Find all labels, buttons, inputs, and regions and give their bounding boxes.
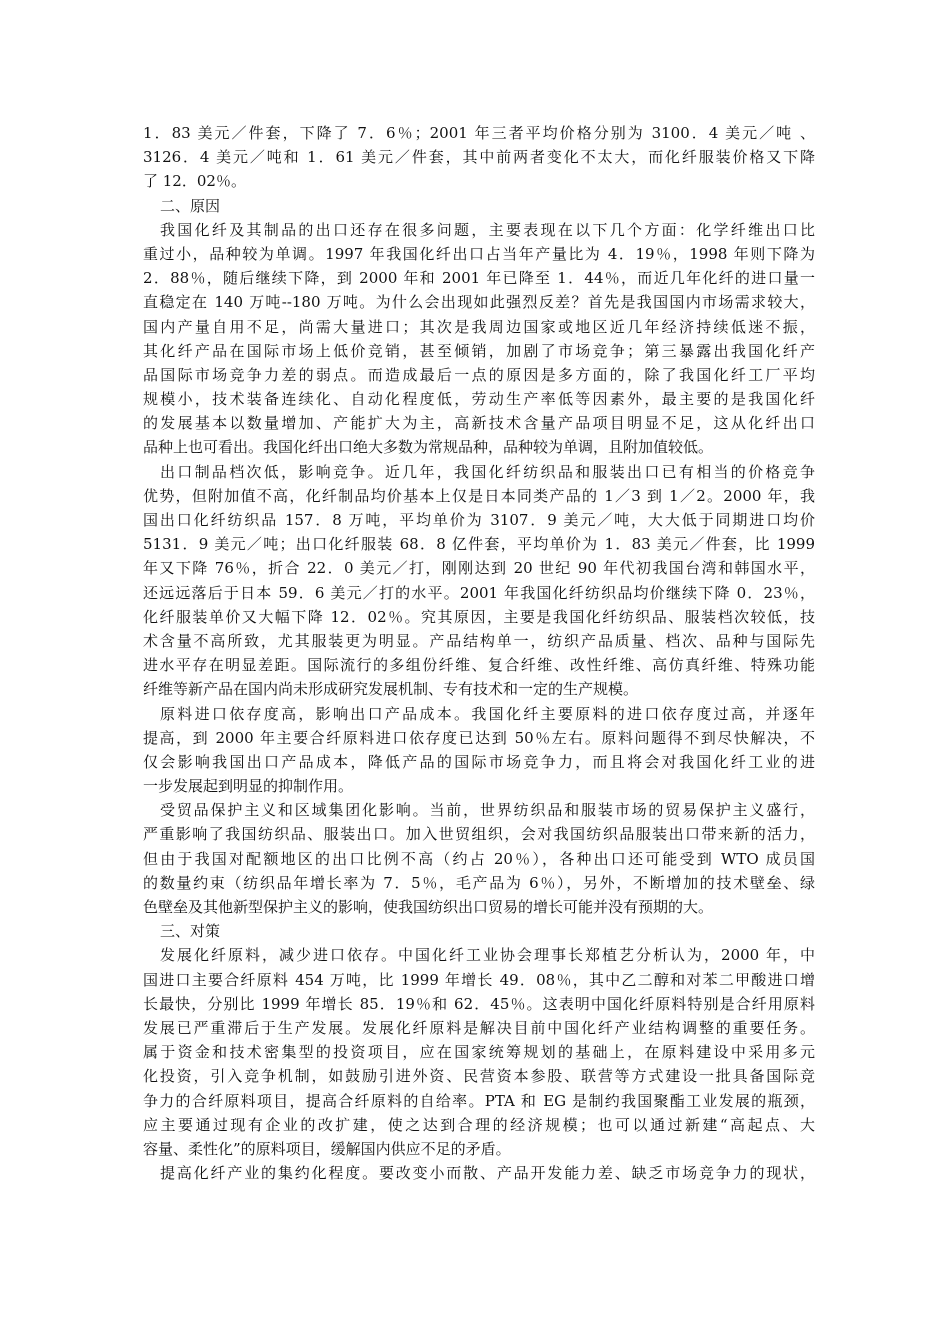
- paragraph-line: 还远远落后于日本 59．6 美元／打的水平。2001 年我国化纤纺织品均价继续下降 0．23％，: [143, 583, 815, 602]
- paragraph-last-line: 容量、柔性化”的原料项目，缓解国内供应不足的矛盾。: [143, 1139, 511, 1158]
- paragraph-line: 规模小，技术装备连续化、自动化程度低，劳动生产率低等因素外，最主要的是我国化纤: [143, 390, 815, 409]
- paragraph-line: 术含量不高所致，尤其服装更为明显。产品结构单一，纺织产品质量、档次、品种与国际先: [143, 631, 815, 650]
- paragraph-line: 国进口主要合纤原料 454 万吨，比 1999 年增长 49．08％，其中乙二醇和对苯二甲酸进口增: [143, 970, 815, 989]
- paragraph-line: 其化纤产品在国际市场上低价竞销，甚至倾销，加剧了市场竞争；第三暴露出我国化纤产: [143, 341, 815, 360]
- paragraph-line: 年又下降 76％，折合 22．0 美元／打，刚刚达到 20 世纪 90 年代初我国台湾和韩国水平，: [143, 559, 815, 578]
- paragraph-first-line: 原料进口依存度高，影响出口产品成本。我国化纤主要原料的进口依存度过高，并逐年: [160, 704, 815, 723]
- paragraph-line: 3126．4 美元／吨和 1．61 美元／件套，其中前两者变化不太大，而化纤服装价格又下降: [143, 148, 815, 167]
- paragraph-line: 属于资金和技术密集型的投资项目，应在国家统筹规划的基础上，在原料建设中采用多元: [143, 1043, 815, 1062]
- paragraph-line: 提高，到 2000 年主要合纤原料进口依存度已达到 50％左右。原料问题得不到尽快解决，不: [143, 728, 815, 747]
- paragraph-line: 5131．9 美元／吨；出口化纤服装 68．8 亿件套，平均单价为 1．83 美元／件套，比 1999: [143, 535, 815, 554]
- paragraph-line: 品国际市场竞争力差的弱点。而造成最后一点的原因是多方面的，除了我国化纤工厂平均: [143, 365, 815, 384]
- paragraph-line: 的数量约束（纺织品年增长率为 7．5％，毛产品为 6％），另外，不断增加的技术壁垒、绿: [143, 873, 815, 892]
- paragraph-line: 争力的合纤原料项目，提高合纤原料的自给率。PTA 和 EG 是制约我国聚酯工业发展的瓶颈，: [143, 1091, 815, 1110]
- paragraph-line: 国内产量自用不足，尚需大量进口；其次是我周边国家或地区近几年经济持续低迷不振，: [143, 317, 815, 336]
- paragraph-line: 进水平存在明显差距。国际流行的多组份纤维、复合纤维、改性纤维、高仿真纤维、特殊功能: [143, 656, 815, 675]
- paragraph-line: 发展已严重滞后于生产发展。发展化纤原料是解决目前中国化纤产业结构调整的重要任务。: [143, 1018, 815, 1037]
- paragraph-line: 2．88％，随后继续下降，到 2000 年和 2001 年已降至 1．44％，而近几年化纤的进口量一: [143, 269, 815, 288]
- paragraph-line: 优势，但附加值不高，化纤制品均价基本上仅是日本同类产品的 1／3 到 1／2。2000 年，我: [143, 486, 815, 505]
- paragraph-line: 但由于我国对配额地区的出口比例不高（约占 20％），各种出口还可能受到 WTO 成员国: [143, 849, 815, 868]
- paragraph-line: 化投资，引入竞争机制，如鼓励引进外资、民营资本参股、联营等方式建设一批具备国际竞: [143, 1067, 815, 1086]
- paragraph-line: 重过小，品种较为单调。1997 年我国化纤出口占当年产量比为 4．19％，1998 年则下降为: [143, 244, 815, 263]
- paragraph-first-line: 发展化纤原料，减少进口依存。中国化纤工业协会理事长郑植艺分析认为，2000 年，中: [160, 946, 815, 965]
- paragraph-line: 长最快，分别比 1999 年增长 85．19％和 62．45％。这表明中国化纤原料特别是合纤用原料: [143, 994, 815, 1013]
- paragraph-line: 仅会影响我国出口产品成本，降低产品的国际市场竞争力，而且将会对我国化纤工业的进: [143, 752, 815, 771]
- paragraph-line: 化纤服装单价又大幅下降 12．02％。究其原因，主要是我国化纤纺织品、服装档次较低，技: [143, 607, 815, 626]
- paragraph-line: 严重影响了我国纺织品、服装出口。加入世贸组织，会对我国纺织品服装出口带来新的活力，: [143, 825, 815, 844]
- section-heading: 二、原因: [160, 196, 221, 215]
- paragraph-last-line: 品种上也可看出。我国化纤出口绝大多数为常规品种，品种较为单调，且附加值较低。: [143, 438, 714, 457]
- paragraph-line: 国出口化纤纺织品 157．8 万吨，平均单价为 3107．9 美元／吨，大大低于同期进口均价: [143, 511, 815, 529]
- paragraph-last-line: 纤维等新产品在国内尚未形成研究发展机制、专有技术和一定的生产规模。: [143, 680, 639, 699]
- paragraph-line: 应主要通过现有企业的改扩建，使之达到合理的经济规模；也可以通过新建“高起点、大: [143, 1115, 815, 1134]
- paragraph-line: 直稳定在 140 万吨--180 万吨。为什么会出现如此强烈反差？首先是我国国内市场需求较大，: [143, 293, 815, 312]
- paragraph-first-line: 出口制品档次低，影响竞争。近几年，我国化纤纺织品和服装出口已有相当的价格竞争: [160, 462, 815, 481]
- paragraph-last-line: 色壁垒及其他新型保护主义的影响，使我国纺织出口贸易的增长可能并没有预期的大。: [143, 898, 714, 916]
- paragraph-last-line: 了 12．02％。: [143, 172, 246, 191]
- document-body: [143, 121, 815, 1185]
- paragraph-line: 的发展基本以数量增加、产能扩大为主，高新技术含量产品项目明显不足，这从化纤出口: [143, 414, 815, 433]
- paragraph-first-line: 提高化纤产业的集约化程度。要改变小而散、产品开发能力差、缺乏市场竞争力的现状，: [160, 1164, 815, 1183]
- paragraph-last-line: 一步发展起到明显的抑制作用。: [143, 777, 354, 796]
- paragraph-first-line: 我国化纤及其制品的出口还存在很多问题，主要表现在以下几个方面：化学纤维出口比: [160, 220, 815, 239]
- paragraph-first-line: 受贸品保护主义和区域集团化影响。当前，世界纺织品和服装市场的贸易保护主义盛行，: [160, 801, 815, 820]
- section-heading: 三、对策: [160, 922, 221, 941]
- paragraph-line: 1．83 美元／件套，下降了 7．6％；2001 年三者平均价格分别为 3100．4 美元／吨 、: [143, 124, 815, 142]
